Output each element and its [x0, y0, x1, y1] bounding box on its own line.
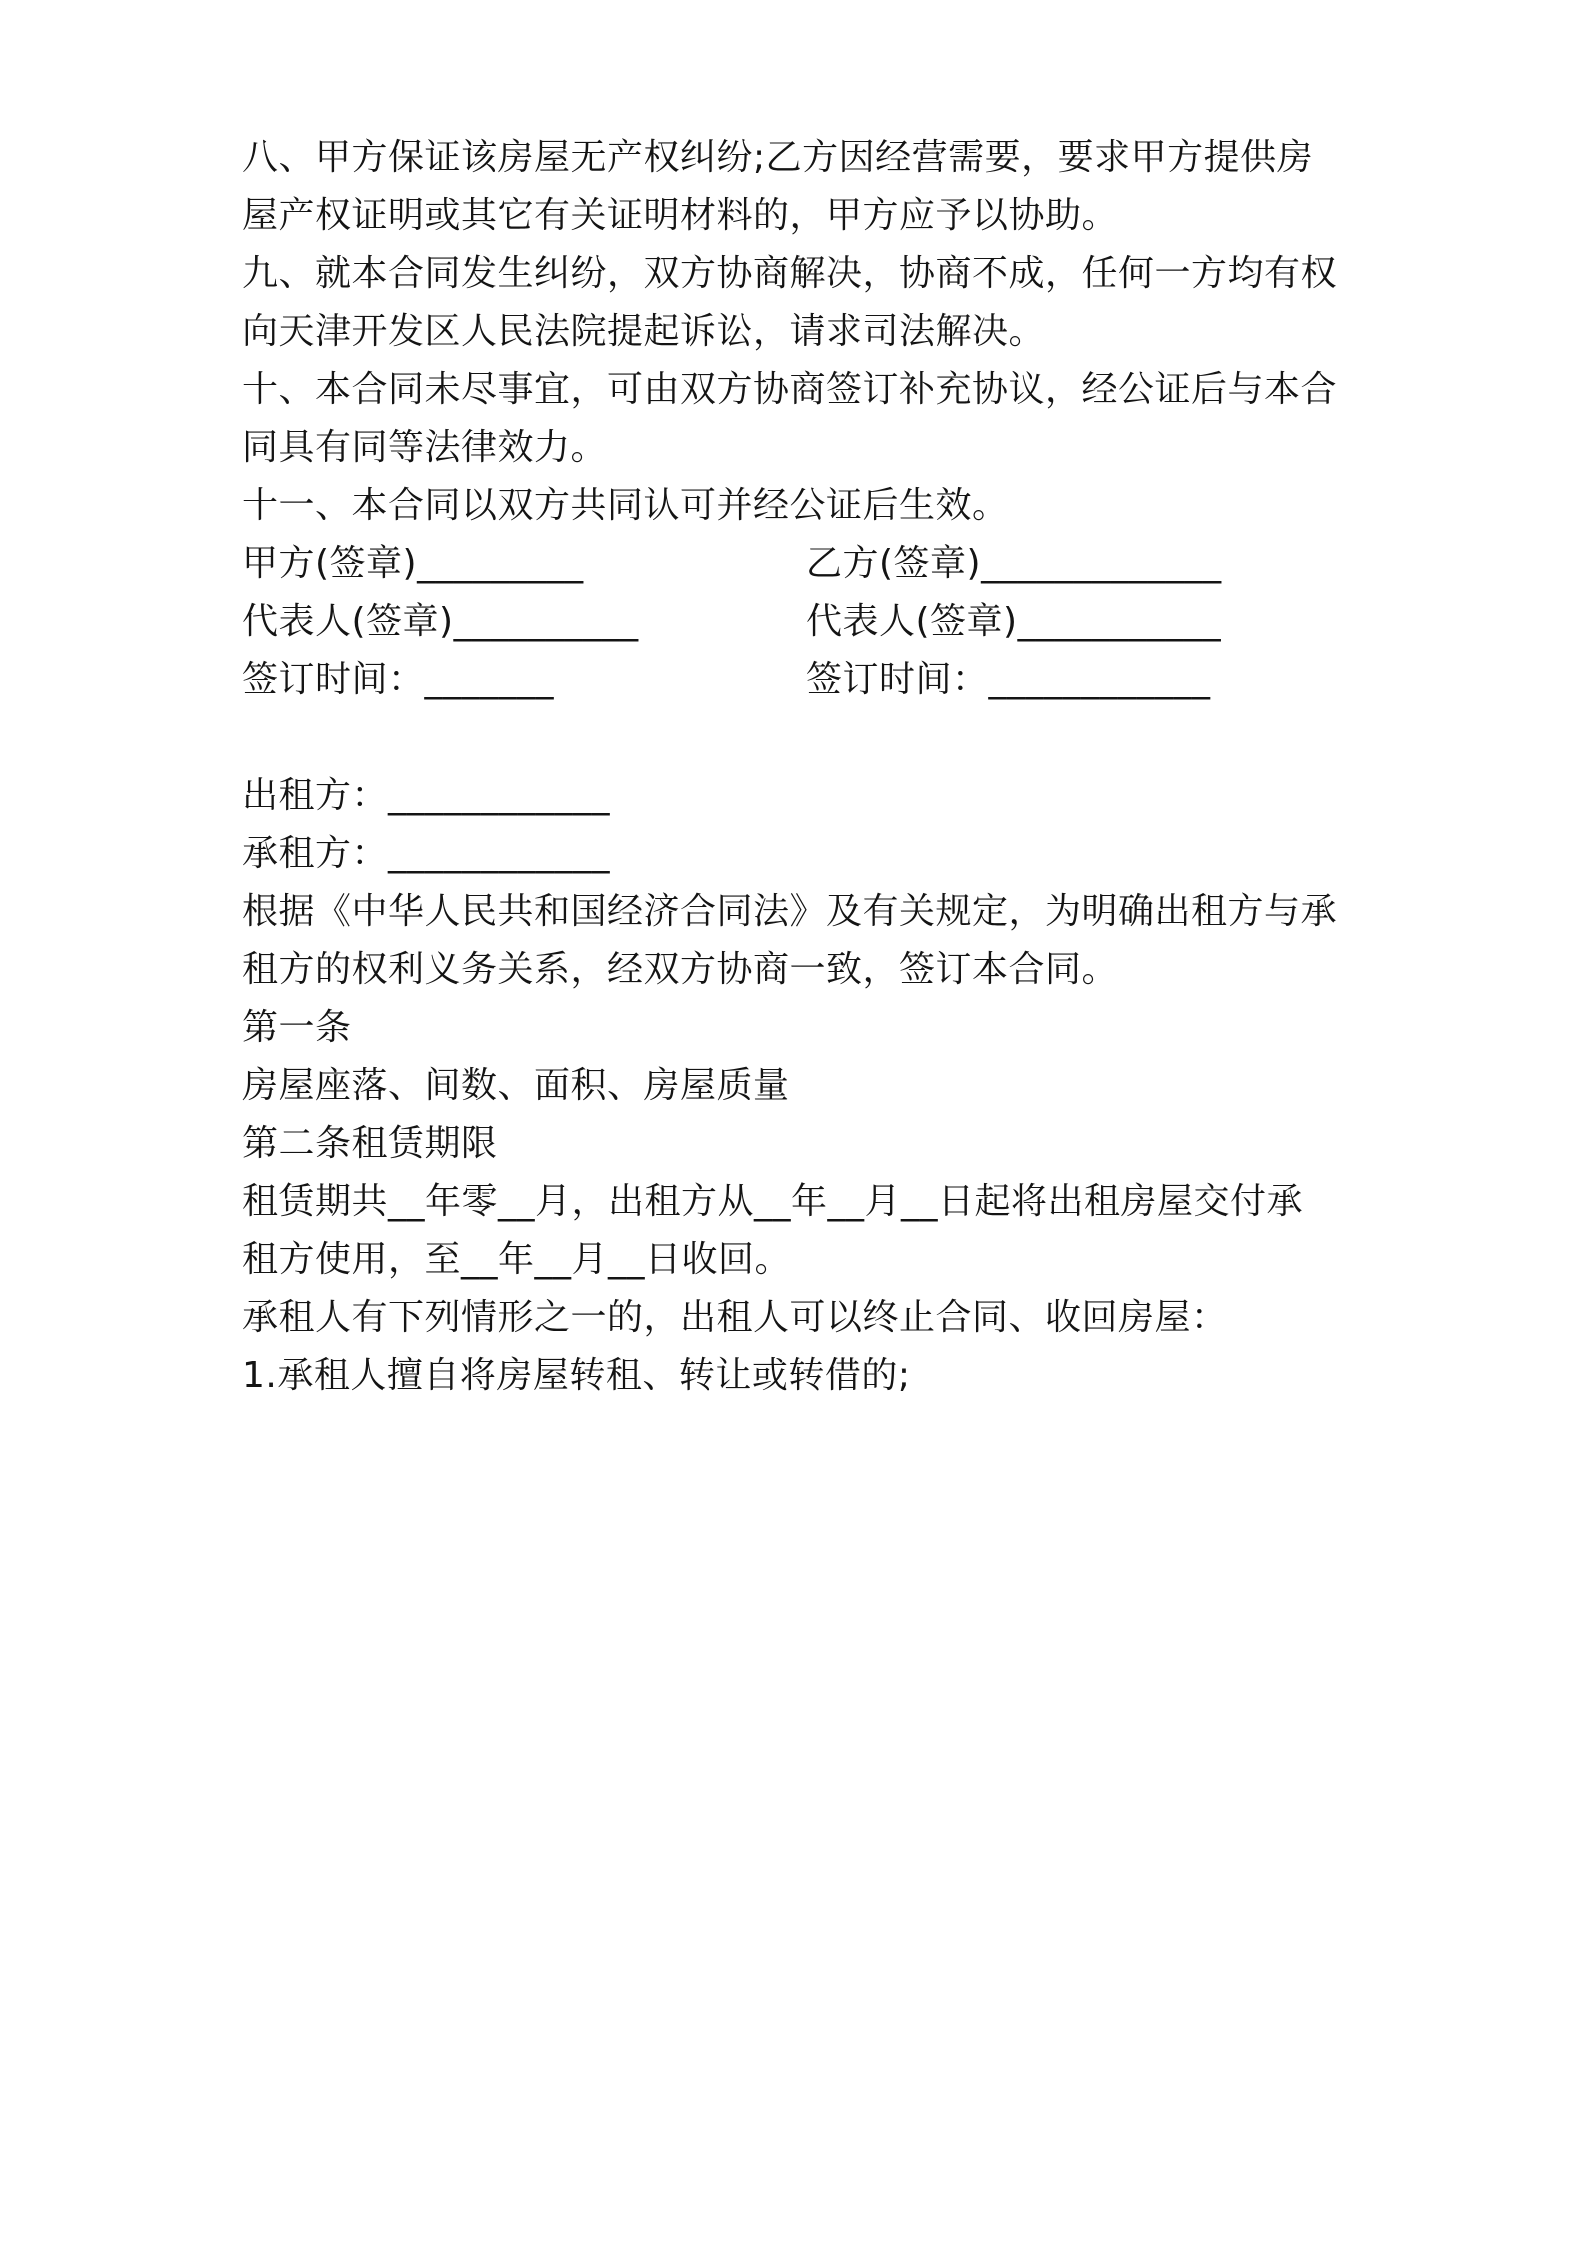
- intro-line-2: 租方的权利义务关系，经双方协商一致，签订本合同。: [242, 949, 1119, 990]
- party-a-signature: 甲方(签章)_________: [242, 543, 584, 584]
- lessor-field: 出租方：____________: [242, 775, 611, 816]
- clause-10-line-1: 十、本合同未尽事宜，可由双方协商签订补充协议，经公证后与本合: [242, 369, 1338, 410]
- party-b-sign-date: 签订时间：____________: [806, 659, 1211, 700]
- lessee-field: 承租方：____________: [242, 833, 611, 874]
- clause-8-line-2: 屋产权证明或其它有关证明材料的，甲方应予以协助。: [242, 195, 1119, 236]
- clause-11: 十一、本合同以双方共同认可并经公证后生效。: [242, 485, 1009, 526]
- article-1-title: 第一条: [242, 1007, 352, 1048]
- clause-8-line-1: 八、甲方保证该房屋无产权纠纷;乙方因经营需要，要求甲方提供房: [242, 137, 1314, 178]
- lease-term-line-2: 租方使用，至__年__月__日收回。: [242, 1239, 792, 1280]
- clause-9-line-2: 向天津开发区人民法院提起诉讼，请求司法解决。: [242, 311, 1046, 352]
- party-b-representative: 代表人(签章)___________: [806, 601, 1222, 642]
- article-2-title: 第二条租赁期限: [242, 1123, 498, 1164]
- clause-9-line-1: 九、就本合同发生纠纷，双方协商解决，协商不成，任何一方均有权: [242, 253, 1338, 294]
- termination-intro: 承租人有下列情形之一的，出租人可以终止合同、收回房屋：: [242, 1297, 1228, 1338]
- clause-10-line-2: 同具有同等法律效力。: [242, 427, 608, 468]
- party-b-signature: 乙方(签章)_____________: [806, 543, 1222, 584]
- lease-term-line-1: 租赁期共__年零__月，出租方从__年__月__日起将出租房屋交付承: [242, 1181, 1304, 1222]
- termination-item-1: 1.承租人擅自将房屋转租、转让或转借的;: [242, 1355, 911, 1396]
- intro-line-1: 根据《中华人民共和国经济合同法》及有关规定，为明确出租方与承: [242, 891, 1338, 932]
- article-1-body: 房屋座落、间数、面积、房屋质量: [242, 1065, 790, 1106]
- party-a-representative: 代表人(签章)__________: [242, 601, 639, 642]
- party-a-sign-date: 签订时间：_______: [242, 659, 555, 700]
